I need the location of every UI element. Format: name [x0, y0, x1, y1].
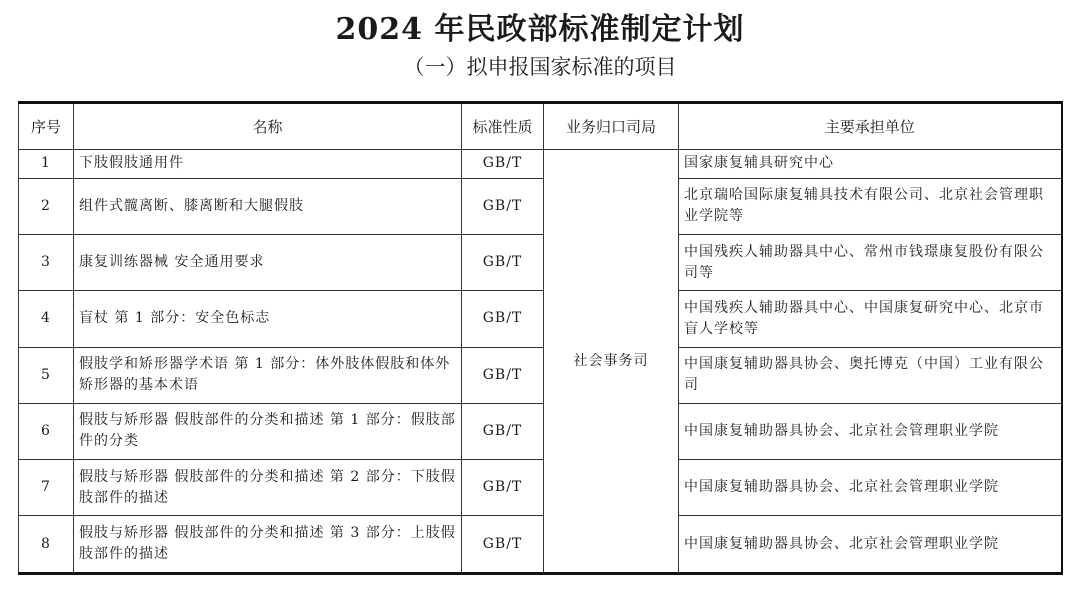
cell-nature: GB/T [462, 150, 544, 179]
cell-nature: GB/T [462, 516, 544, 574]
cell-units: 中国残疾人辅助器具中心、中国康复研究中心、北京市盲人学校等 [679, 291, 1062, 347]
cell-units: 中国残疾人辅助器具中心、常州市钱璟康复股份有限公司等 [679, 235, 1062, 291]
cell-name: 假肢学和矫形器学术语 第 1 部分：体外肢体假肢和体外矫形器的基本术语 [74, 347, 462, 403]
table-row [19, 235, 1062, 291]
cell-name: 下肢假肢通用件 [74, 150, 462, 179]
table-row [19, 460, 1062, 516]
standards-table [18, 101, 1063, 575]
cell-nature: GB/T [462, 235, 544, 291]
cell-no: 2 [19, 178, 74, 234]
cell-no: 6 [19, 403, 74, 459]
table-row [19, 178, 1062, 234]
cell-nature: GB/T [462, 347, 544, 403]
cell-name: 假肢与矫形器 假肢部件的分类和描述 第 2 部分：下肢假肢部件的描述 [74, 460, 462, 516]
cell-no: 5 [19, 347, 74, 403]
table-row [19, 516, 1062, 574]
cell-no: 7 [19, 460, 74, 516]
cell-no: 4 [19, 291, 74, 347]
cell-units: 国家康复辅具研究中心 [679, 150, 1062, 179]
table-row [19, 347, 1062, 403]
header-name: 名称 [74, 103, 462, 150]
table-header-row [19, 103, 1062, 150]
cell-no: 1 [19, 150, 74, 179]
header-units: 主要承担单位 [679, 103, 1062, 150]
cell-name: 组件式髋离断、膝离断和大腿假肢 [74, 178, 462, 234]
cell-nature: GB/T [462, 460, 544, 516]
header-department: 业务归口司局 [544, 103, 679, 150]
cell-units: 中国康复辅助器具协会、北京社会管理职业学院 [679, 403, 1062, 459]
cell-nature: GB/T [462, 291, 544, 347]
cell-units: 中国康复辅助器具协会、北京社会管理职业学院 [679, 516, 1062, 574]
cell-units: 北京瑞哈国际康复辅具技术有限公司、北京社会管理职业学院等 [679, 178, 1062, 234]
header-no: 序号 [19, 103, 74, 150]
cell-no: 8 [19, 516, 74, 574]
page-title: 2024 年民政部标准制定计划 [335, 12, 745, 47]
cell-nature: GB/T [462, 178, 544, 234]
table-row [19, 291, 1062, 347]
cell-name: 盲杖 第 1 部分：安全色标志 [74, 291, 462, 347]
cell-no: 3 [19, 235, 74, 291]
table-row [19, 403, 1062, 459]
page-subtitle: （一）拟申报国家标准的项目 [403, 55, 677, 79]
cell-name: 康复训练器械 安全通用要求 [74, 235, 462, 291]
cell-name: 假肢与矫形器 假肢部件的分类和描述 第 1 部分：假肢部件的分类 [74, 403, 462, 459]
cell-name: 假肢与矫形器 假肢部件的分类和描述 第 3 部分：上肢假肢部件的描述 [74, 516, 462, 574]
cell-department: 社会事务司 [544, 150, 679, 574]
cell-units: 中国康复辅助器具协会、奥托博克（中国）工业有限公司 [679, 347, 1062, 403]
table-row [19, 150, 1062, 179]
cell-nature: GB/T [462, 403, 544, 459]
header-nature: 标准性质 [462, 103, 544, 150]
cell-units: 中国康复辅助器具协会、北京社会管理职业学院 [679, 460, 1062, 516]
